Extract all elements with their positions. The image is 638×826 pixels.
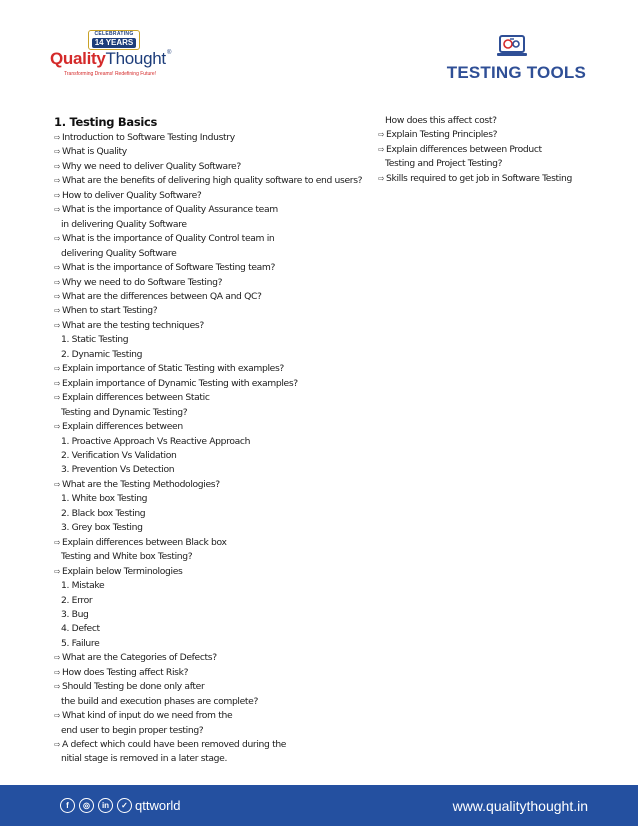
facebook-icon[interactable]: f — [60, 798, 75, 813]
list-item — [54, 435, 354, 449]
brand-name — [50, 49, 166, 69]
list-item-text: Skills required to get job in Software Testing — [386, 172, 572, 184]
list-item-text: delivering Quality Software — [61, 247, 177, 259]
list-item-text: Testing and Dynamic Testing? — [61, 406, 188, 418]
list-item — [54, 463, 354, 477]
list-item — [54, 608, 354, 622]
arrow-bullet-icon: ⇨ — [54, 653, 61, 663]
list-item — [378, 114, 588, 128]
arrow-bullet-icon: ⇨ — [54, 306, 61, 316]
twitter-icon[interactable]: ✓ — [117, 798, 132, 813]
list-item — [54, 232, 354, 246]
arrow-bullet-icon: ⇨ — [54, 161, 61, 171]
right-column — [378, 114, 588, 186]
list-item-text: What are the Categories of Defects? — [62, 652, 217, 664]
arrow-bullet-icon: ⇨ — [54, 740, 61, 750]
quality-thought-logo — [50, 30, 180, 80]
arrow-bullet-icon: ⇨ — [54, 133, 61, 142]
list-item — [54, 406, 354, 420]
arrow-bullet-icon: ⇨ — [54, 176, 61, 186]
arrow-bullet-icon: ⇨ — [54, 393, 61, 403]
list-item-text: 2. Black box Testing — [61, 507, 146, 519]
arrow-bullet-icon: ⇨ — [54, 320, 61, 330]
list-item — [54, 319, 354, 333]
list-item — [54, 160, 354, 174]
list-item-text: What are the Testing Methodologies? — [62, 478, 220, 490]
list-item — [54, 651, 354, 665]
list-item — [378, 157, 588, 171]
list-item-text: Testing and White box Testing? — [61, 551, 193, 563]
arrow-bullet-icon: ⇨ — [378, 173, 385, 183]
list-item-text: 2. Error — [61, 594, 93, 606]
list-item — [54, 261, 354, 275]
list-item — [54, 738, 354, 752]
list-item-text: in delivering Quality Software — [61, 218, 187, 230]
list-item-text: What is Quality — [62, 146, 127, 158]
list-item — [54, 478, 354, 492]
list-item-text: How does Testing affect Risk? — [62, 666, 189, 678]
arrow-bullet-icon: ⇨ — [54, 277, 61, 287]
list-item — [54, 247, 354, 261]
list-item — [54, 680, 354, 694]
list-item-text: 2. Verification Vs Validation — [61, 449, 177, 461]
arrow-bullet-icon: ⇨ — [54, 205, 61, 215]
list-item-text: Explain differences between Static — [62, 392, 210, 404]
list-item-text: Why we need to do Software Testing? — [62, 276, 223, 288]
list-item-text: Explain differences between — [62, 421, 183, 433]
arrow-bullet-icon: ⇨ — [54, 537, 61, 547]
arrow-bullet-icon: ⇨ — [54, 364, 61, 374]
list-item-text: nitial stage is removed in a later stage. — [61, 753, 228, 765]
list-item — [54, 348, 354, 362]
arrow-bullet-icon: ⇨ — [54, 566, 61, 576]
list-item-text: 1. Mistake — [61, 580, 105, 592]
list-item-text: Explain differences between Black box — [62, 536, 227, 548]
arrow-bullet-icon: ⇨ — [378, 130, 385, 140]
list-item — [54, 565, 354, 579]
list-item-text: Why we need to deliver Quality Software? — [62, 160, 241, 172]
list-item — [54, 290, 354, 304]
list-item-text: 2. Dynamic Testing — [61, 348, 143, 360]
list-item-text: Explain importance of Dynamic Testing with examples? — [62, 377, 298, 389]
website-link[interactable]: www.qualitythought.in — [452, 798, 588, 814]
arrow-bullet-icon: ⇨ — [54, 667, 61, 677]
list-item — [54, 492, 354, 506]
list-item-text: What kind of input do we need from the — [62, 710, 233, 722]
list-item — [54, 637, 354, 651]
anniversary-badge — [88, 30, 140, 50]
arrow-bullet-icon: ⇨ — [54, 422, 61, 432]
topic-list-left — [54, 131, 363, 767]
list-item-text: 3. Grey box Testing — [61, 522, 143, 534]
list-item — [54, 695, 354, 709]
list-item — [54, 174, 363, 188]
list-item-text: Testing and Project Testing? — [385, 158, 503, 170]
linkedin-icon[interactable]: in — [98, 798, 113, 813]
list-item — [54, 752, 354, 766]
topic-list-right — [378, 114, 588, 186]
list-item — [54, 304, 354, 318]
list-item — [54, 507, 354, 521]
list-item-text: Explain importance of Static Testing with examples? — [62, 363, 284, 375]
list-item-text: end user to begin proper testing? — [61, 724, 204, 736]
arrow-bullet-icon: ⇨ — [54, 291, 61, 301]
list-item-text: When to start Testing? — [62, 305, 158, 317]
arrow-bullet-icon: ⇨ — [54, 263, 61, 273]
list-item — [54, 218, 354, 232]
list-item-text: Introduction to Software Testing Industry — [62, 132, 235, 143]
footer-bar — [0, 785, 638, 826]
arrow-bullet-icon: ⇨ — [54, 190, 61, 200]
list-item — [54, 550, 354, 564]
list-item — [54, 391, 354, 405]
list-item-text: 5. Failure — [61, 637, 100, 649]
arrow-bullet-icon: ⇨ — [378, 144, 385, 154]
list-item-text: 3. Bug — [61, 608, 89, 620]
list-item-text: the build and execution phases are complete? — [61, 695, 259, 707]
arrow-bullet-icon: ⇨ — [54, 682, 61, 692]
left-column — [54, 114, 363, 767]
social-handle[interactable]: qttworld — [135, 798, 181, 813]
brand-quality: Quality — [50, 49, 106, 68]
list-item-text: Explain Testing Principles? — [386, 129, 498, 141]
list-item — [54, 203, 354, 217]
list-item — [54, 189, 354, 203]
badge-years-text: 14 YEARS — [92, 38, 136, 48]
list-item-text: What are the benefits of delivering high quality software to end users? — [62, 175, 363, 187]
arrow-bullet-icon: ⇨ — [54, 378, 61, 388]
section-heading: 1. Testing Basics — [54, 115, 158, 129]
list-item — [378, 172, 588, 186]
list-item-text: What are the testing techniques? — [62, 319, 204, 331]
list-item — [54, 536, 354, 550]
list-item-text: How does this affect cost? — [385, 115, 497, 126]
list-item — [54, 622, 354, 636]
list-item — [54, 709, 354, 723]
list-item — [54, 579, 354, 593]
list-item-text: 4. Defect — [61, 623, 100, 635]
section-title: TESTING TOOLS — [446, 63, 586, 82]
list-item-text: What are the differences between QA and QC? — [62, 290, 262, 302]
list-item-text: Should Testing be done only after — [62, 681, 205, 693]
arrow-bullet-icon: ⇨ — [54, 479, 61, 489]
list-item — [54, 449, 354, 463]
list-item — [54, 131, 354, 145]
list-item-text: How to deliver Quality Software? — [62, 189, 202, 201]
list-item-text: What is the importance of Software Testing team? — [62, 262, 276, 274]
registered-mark: ® — [167, 50, 172, 56]
testing-tools-icon — [497, 33, 527, 61]
list-item — [54, 724, 354, 738]
arrow-bullet-icon: ⇨ — [54, 711, 61, 721]
brand-thought: Thought — [105, 49, 166, 68]
list-item-text: 3. Prevention Vs Detection — [61, 464, 175, 476]
list-item-text: What is the importance of Quality Assurance team — [62, 204, 278, 216]
list-item-text: A defect which could have been removed during the — [62, 739, 287, 751]
instagram-icon[interactable]: ◎ — [79, 798, 94, 813]
list-item — [54, 145, 354, 159]
list-item-text: Explain differences between Product — [386, 143, 542, 155]
list-item-text: 1. Proactive Approach Vs Reactive Approach — [61, 435, 251, 447]
list-item — [378, 143, 588, 157]
arrow-bullet-icon: ⇨ — [54, 147, 61, 157]
list-item — [54, 594, 354, 608]
list-item-text: Explain below Terminologies — [62, 565, 183, 577]
list-item-text: What is the importance of Quality Control team in — [62, 233, 275, 245]
badge-top-text: CELEBRATING — [94, 31, 134, 37]
arrow-bullet-icon: ⇨ — [54, 234, 61, 244]
list-item — [54, 420, 354, 434]
brand-tagline: Transforming Dreams! Redefining Future! — [64, 71, 157, 77]
list-item — [54, 333, 354, 347]
list-item — [54, 276, 354, 290]
list-item — [54, 666, 354, 680]
list-item — [54, 377, 354, 391]
list-item-text: 1. White box Testing — [61, 493, 148, 505]
list-item — [378, 128, 588, 142]
list-item — [54, 521, 354, 535]
list-item-text: 1. Static Testing — [61, 334, 129, 346]
list-item — [54, 362, 354, 376]
